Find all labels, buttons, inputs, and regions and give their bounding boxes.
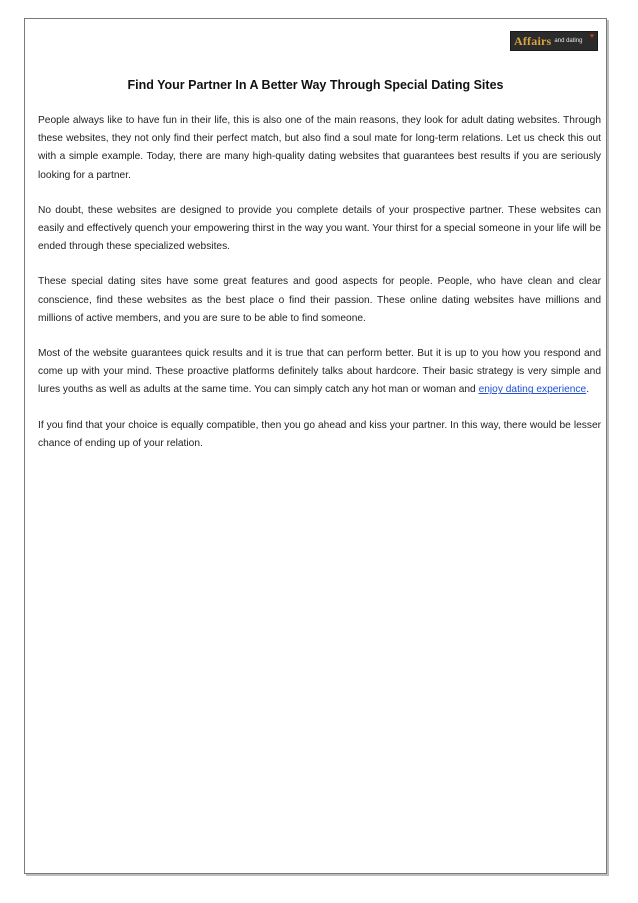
paragraph-3: These special dating sites have some great features and good aspects for people. People, who have clean and clear conscience, find these websites as the best place o find their passion. These online dating websites have millions and millions of active members, and you are sure to be able to find someone.	[38, 276, 601, 324]
paragraph-4-end: .	[586, 384, 590, 396]
document-body	[38, 112, 601, 470]
document-title: Find Your Partner In A Better Way Through Special Dating Sites	[127, 78, 504, 92]
logo-main-text: Affairs	[514, 34, 552, 48]
paragraph-5: If you find that your choice is equally compatible, then you go ahead and kiss your partner. In this way, there would be lesser chance of ending up of your relation.	[38, 419, 601, 449]
enjoy-dating-experience-link[interactable]: enjoy dating experience	[478, 384, 587, 396]
paragraph-1: People always like to have fun in their life, this is also one of the main reasons, they look for adult dating websites. Through these websites, they not only find their perfect match, but also find a soul mate for long-term relations. Let us check this out with a simple example. Today, there are many high-quality dating websites that guarantees best results if you are seriously looking for a partner.	[38, 115, 601, 181]
paragraph-2: No doubt, these websites are designed to provide you complete details of your prospective partner. These websites can easily and effectively quench your empowering thirst in the way you want. Your thirst for a special someone in your life will be ended through these specialized websites.	[38, 204, 601, 253]
heart-icon: ♥	[589, 33, 594, 40]
paragraph-4	[38, 345, 601, 400]
document-page	[24, 18, 607, 874]
logo-sub-text: and dating	[554, 38, 583, 44]
paragraph-4-text: Most of the website guarantees quick results and it is true that can perform better. But it is up to you how you respond and come up with your mind. These proactive platforms definitely talks about hardcore. Their basic strategy is very simple and lures youths as well as adults at the same time. You can simply catch any hot man or woman and	[38, 348, 601, 396]
site-logo	[510, 31, 598, 51]
